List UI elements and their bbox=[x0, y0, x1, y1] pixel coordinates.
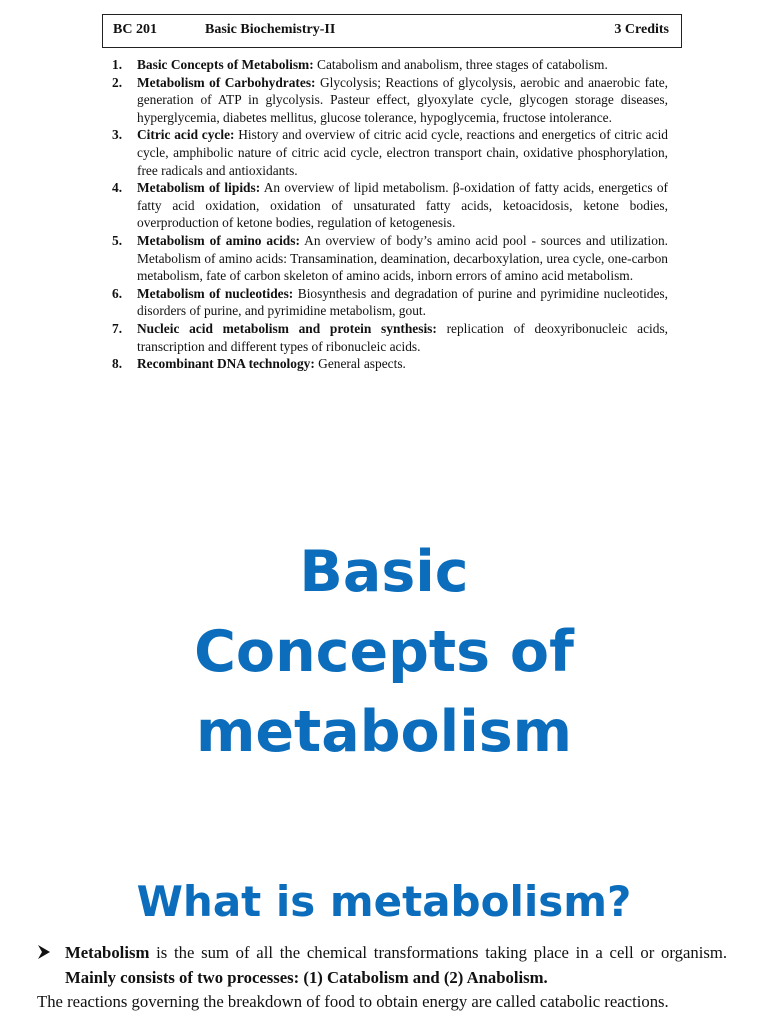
title-line-2: Concepts of bbox=[194, 619, 574, 685]
topic-body: History and overview of citric acid cycle, reactions and energetics of citric acid cycle, amphibolic nature of citric acid cycle, electron transport chain, oxidative phosphorylation, free radicals and antioxidants. bbox=[137, 127, 668, 178]
topic-body: Catabolism and anabolism, three stages of catabolism. bbox=[313, 57, 608, 72]
arrow-bullet-icon bbox=[37, 941, 51, 963]
syllabus-header bbox=[102, 14, 682, 48]
bullet-text bbox=[65, 941, 727, 990]
topic-heading: Nucleic acid metabolism and protein synthesis: bbox=[137, 320, 437, 336]
title-line-3: metabolism bbox=[195, 699, 573, 765]
topic-heading: Metabolism of amino acids: bbox=[137, 232, 300, 248]
topic-heading: Basic Concepts of Metabolism: bbox=[137, 57, 314, 72]
bullet-point bbox=[37, 941, 727, 990]
topic-number: 6. bbox=[112, 285, 123, 301]
course-credits: 3 Credits bbox=[614, 22, 669, 37]
topic-number: 4. bbox=[112, 180, 123, 196]
course-title: Basic Biochemistry-II bbox=[205, 22, 336, 37]
topic-body: An overview of body’s amino acid pool - sources and utilization. Metabolism of amino acids: Transamination, deamination, decarboxylation, urea cycle, one-carbon metabolism, fate of carbon skeleton of amino acids, inborn errors of amino acid metabolism. bbox=[137, 232, 668, 284]
topic-heading: Citric acid cycle: bbox=[137, 127, 235, 143]
topic-list bbox=[112, 56, 668, 373]
body-paragraph: The reactions governing the breakdown of food to obtain energy are called catabolic reactions. bbox=[37, 992, 669, 1011]
topic-heading: Recombinant DNA technology: bbox=[137, 356, 315, 372]
topic-body: Glycolysis; Reactions of glycolysis, aerobic and anaerobic fate, generation of ATP in glycolysis. Pasteur effect, glyoxylate cycle, glycogen storage diseases, hyperglycemia, diabetes mellitus, glucose tolerance, hypoglycemia, fructose intolerance. bbox=[137, 74, 668, 125]
topic-number: 8. bbox=[112, 356, 123, 372]
topic-body: Biosynthesis and degradation of purine and pyrimidine nucleotides, disorders of purine, and pyrimidine metabolism, gout. bbox=[137, 285, 668, 319]
topic-item bbox=[112, 232, 668, 285]
topic-item bbox=[112, 56, 668, 74]
topic-item bbox=[112, 126, 668, 179]
topic-body: General aspects. bbox=[314, 356, 406, 372]
topic-heading: Metabolism of Carbohydrates: bbox=[137, 74, 316, 90]
topic-number: 3. bbox=[112, 127, 123, 143]
topic-body: replication of deoxyribonucleic acids, transcription and different types of ribonucleic acids. bbox=[137, 320, 668, 354]
topic-heading: Metabolism of nucleotides: bbox=[137, 285, 294, 301]
topic-item bbox=[112, 74, 668, 127]
topic-heading: Metabolism of lipids: bbox=[137, 180, 261, 196]
topic-item bbox=[112, 285, 668, 320]
title-line-1: Basic bbox=[299, 539, 469, 605]
bullet-term: Metabolism bbox=[65, 943, 150, 962]
topic-number: 1. bbox=[112, 57, 123, 72]
section-heading: What is metabolism? bbox=[136, 877, 632, 926]
topic-number: 7. bbox=[112, 320, 123, 336]
course-code: BC 201 bbox=[113, 22, 157, 37]
topic-item bbox=[112, 179, 668, 232]
topic-number: 2. bbox=[112, 74, 123, 90]
topic-item bbox=[112, 320, 668, 355]
title-block bbox=[0, 532, 768, 772]
topic-number: 5. bbox=[112, 232, 123, 248]
bullet-definition: is the sum of all the chemical transformations taking place in a cell or organism. bbox=[149, 943, 727, 962]
bullet-emphasis: Mainly consists of two processes: (1) Catabolism and (2) Anabolism. bbox=[65, 967, 548, 987]
topic-body: An overview of lipid metabolism. β-oxidation of fatty acids, energetics of fatty acid oxidation, oxidation of unsaturated fatty acids, ketoacidosis, ketone bodies, overproduction of ketone bodies, regulation of ketogenesis. bbox=[137, 180, 669, 231]
topic-item bbox=[112, 355, 668, 373]
